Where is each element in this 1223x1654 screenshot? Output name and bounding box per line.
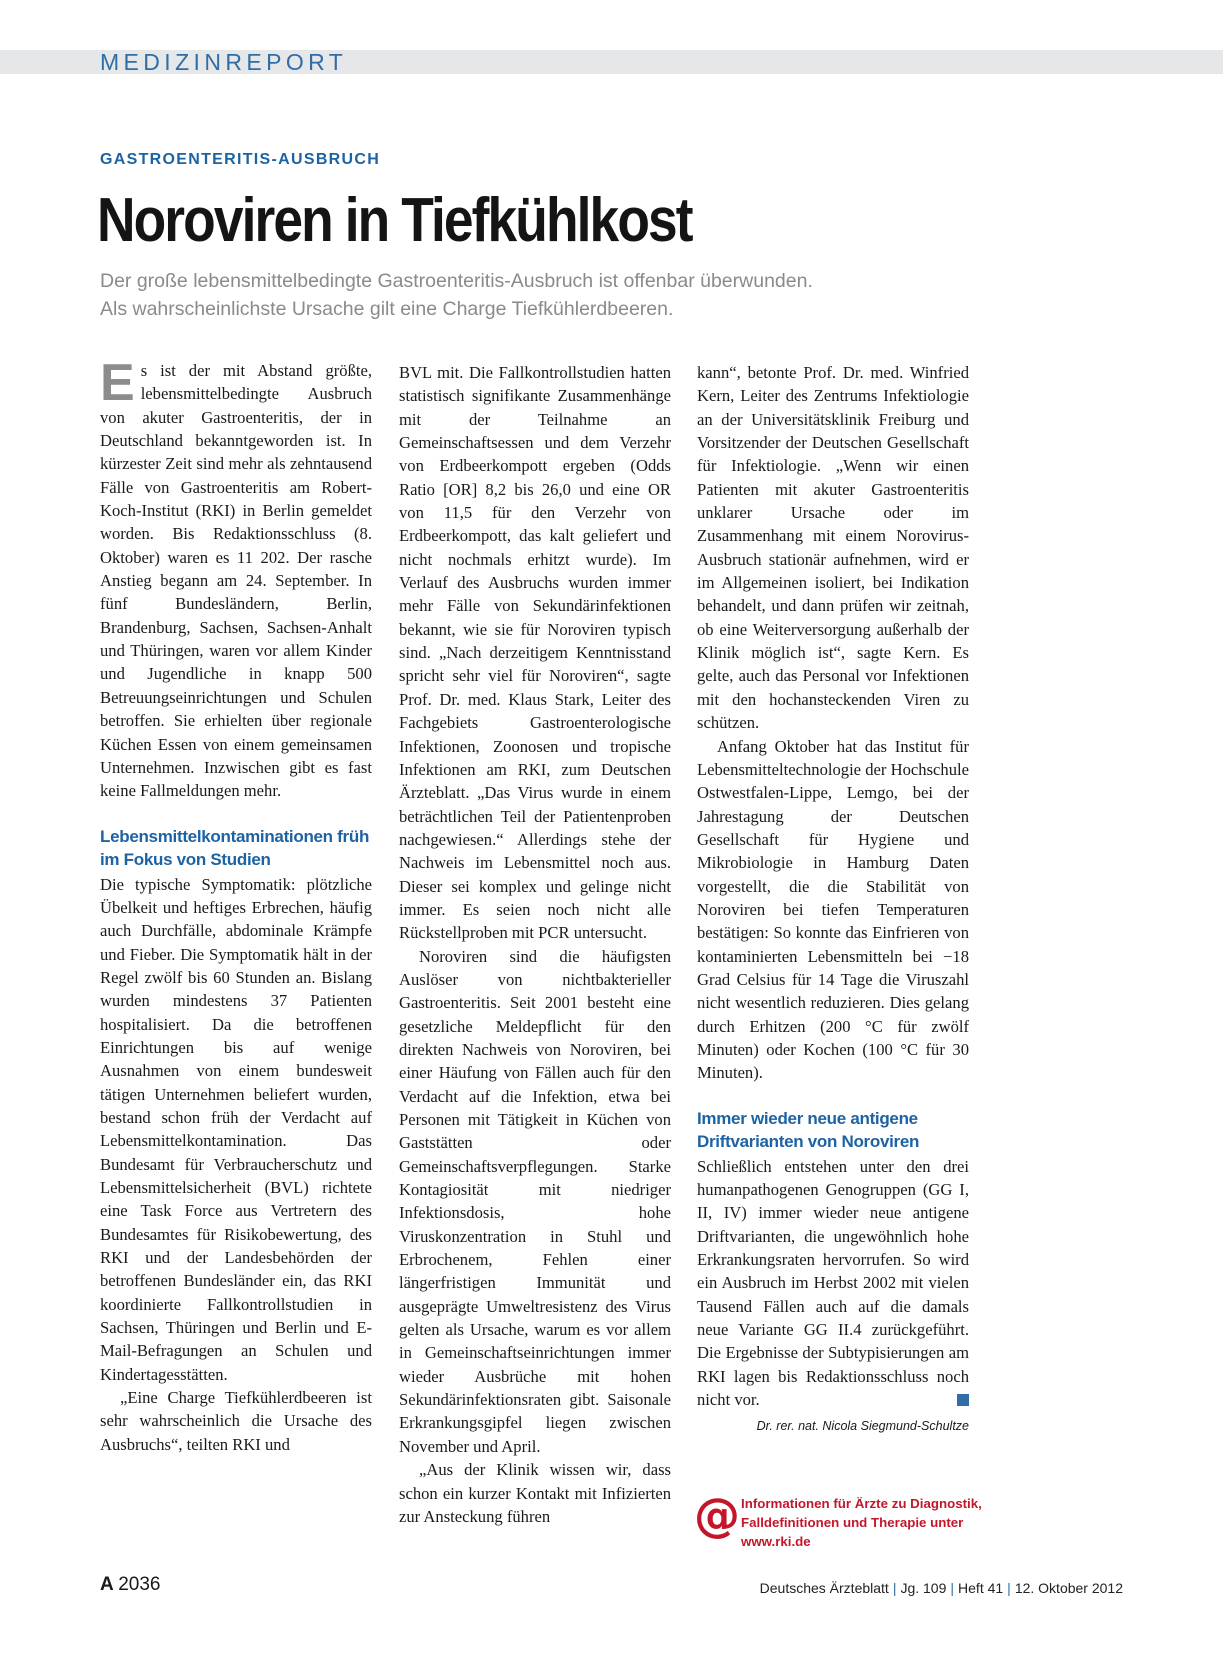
separator: | xyxy=(1007,1580,1011,1596)
separator: | xyxy=(892,1580,897,1596)
headline: Noroviren in Tiefkühlkost xyxy=(97,186,692,255)
subheading: Lebensmittelkontaminationen früh im Fokus von Studien xyxy=(100,826,370,869)
article-column-2 xyxy=(399,361,671,1528)
info-text xyxy=(741,1494,982,1551)
journal-issue: Heft 41 xyxy=(958,1580,1004,1596)
author-byline: Dr. rer. nat. Nicola Siegmund-Schultze xyxy=(756,1419,969,1434)
info-line: Informationen für Ärzte zu Diagnostik, xyxy=(741,1496,982,1511)
paragraph: Anfang Oktober hat das Institut für Lebensmitteltechnologie der Hochschule Ostwestfalen-Lippe, Lemgo, bei der Jahrestagung der Deutschen Gesellschaft für Hygiene und Mikrobiologie in Hamburg Daten vorgestellt, die die Stabilität von Noroviren bei tiefen Temperaturen bestätigen: So konnte das Einfrieren von kontaminierten Lebensmitteln bei −18 Grad Celsius für 14 Tage die Viruszahl nicht wesentlich reduzieren. Dies gelang durch Erhitzen (200 °C für zwölf Minuten) oder Kochen (100 °C für 30 Minuten). xyxy=(697,736,969,1083)
article-column-3 xyxy=(697,361,969,1439)
paragraph: Noroviren sind die häufigsten Auslöser von nichtbakterieller Gastroenteritis. Seit 2001 besteht eine gesetzliche Meldepflicht für den direkten Nachweis von Noroviren, bei einer Häufung von Fällen auch für den Verdacht auf die Infektion, etwa bei Personen mit Tätigkeit in Küchen von Gaststätten oder Gemeinschaftsverpflegungen. Starke Kontagiosität mit niedriger Infektionsdosis, hohe Viruskonzentration in Stuhl und Erbrochenem, Fehlen einer längerfristigen Immunität und ausgeprägte Umweltresistenz des Virus gelten als Ursache, warum es vor allem in Gemeinschaftseinrichtungen immer wieder Ausbrüche mit hohen Sekundärinfektionsraten gibt. Saisonale Erkrankungsgipfel liegen zwischen November und April. xyxy=(399,946,671,1456)
subtitle-line: Der große lebensmittelbedingte Gastroenteritis-Ausbruch ist offenbar überwunden. xyxy=(100,270,813,292)
paragraph: kann“, betonte Prof. Dr. med. Winfried Kern, Leiter des Zentrums Infektiologie an der Universitätsklinik Freiburg und Vorsitzender der Deutschen Gesellschaft für Infektiologie. „Wenn wir einen Patienten mit akuter Gastroenteritis unklarer Ursache oder im Zusammenhang mit einem Norovirus-Ausbruch stationär aufnehmen, wird er im Allgemeinen isoliert, bei Indikation behandelt, und dann prüfen wir zeitnah, ob eine Weiterversorgung außerhalb der Klinik möglich ist“, sagte Kern. Es gelte, auch das Personal vor Infektionen mit den hochansteckenden Viren zu schützen. xyxy=(697,363,969,733)
paragraph xyxy=(100,354,372,803)
page-footer xyxy=(100,1574,1123,1604)
paragraph-text: s ist der mit Abstand größte, lebensmittelbedingte Ausbruch von akuter Gastroenteritis, der in Deutschland bekanntgeworden ist. In kürzester Zeit sind mehr als zehntausend Fälle von Gastroenteritis am Robert-Koch-Institut (RKI) in Berlin gemeldet worden. Bis Redaktionsschluss (8. Oktober) waren es 11 202. Der rasche Anstieg begann am 24. September. In fünf Bundesländern, Berlin, Brandenburg, Sachsen, Sachsen-Anhalt und Thüringen, waren vor allem Kinder und Jugendliche in knapp 500 Betreuungseinrichtungen und Schulen betroffen. Sie erhielten über regionale Küchen Essen von einem gemeinsamen Unternehmen. Inzwischen gibt es fast keine Fallmeldungen mehr. xyxy=(100,361,372,801)
paragraph-text: Schließlich entstehen unter den drei humanpathogenen Genogruppen (GG I, II, IV) immer wieder neue antigene Driftvarianten, die ungewöhnlich hohe Erkrankungsraten hervorrufen. So wird ein Ausbruch im Herbst 2002 mit vielen Tausend Fällen auch auf die damals neue Variante GG II.4 zurückgeführt. Die Ergebnisse der Subtypisierungen am RKI lagen bis Redaktionsschluss noch nicht vor. xyxy=(697,1156,969,1410)
at-sign-icon: @ xyxy=(694,1488,740,1542)
journal-volume: Jg. 109 xyxy=(900,1580,947,1596)
paragraph xyxy=(697,1155,969,1412)
page-num: 2036 xyxy=(118,1574,161,1595)
paragraph: BVL mit. Die Fallkontrollstudien hatten statistisch signifikante Zusammenhänge mit der Teilnahme an Gemeinschaftsessen und dem Verzehr von Erdbeerkompott ergeben (Odds Ratio [OR] 8,2 bis 26,0 und eine OR von 11,5 für den Verzehr von Erdbeerkompott, das kalt geliefert und nicht nochmals erhitzt wurde). Im Verlauf des Ausbruchs wurden immer mehr Fälle von Sekundärinfektionen bekannt, wie sie für Noroviren typisch sind. „Nach derzeitigem Kenntnisstand spricht sehr viel für Noroviren“, sagte Prof. Dr. med. Klaus Stark, Leiter des Fachgebiets Gastroenterologische Infektionen, Zoonosen und tropische Infektionen am RKI, zum Deutschen Ärzteblatt. „Das Virus wurde in einem beträchtlichen Teil der Patientenproben nachgewiesen.“ Allerdings stehe der Nachweis im Lebensmittel noch aus. Dieser sei komplex und gelinge nicht immer. Es seien noch nicht alle Rückstellproben mit PCR untersucht. xyxy=(399,363,671,943)
article-column-1 xyxy=(100,354,372,1456)
page-prefix: A xyxy=(100,1574,114,1595)
paragraph: „Eine Charge Tiefkühlerdbeeren ist sehr wahrscheinlich die Ursache des Ausbruchs“, teilten RKI und xyxy=(100,1388,372,1454)
info-box xyxy=(694,1488,994,1556)
subtitle-line: Als wahrscheinlichste Ursache gilt eine Charge Tiefkühlerdbeeren. xyxy=(100,298,674,320)
paragraph: „Aus der Klinik wissen wir, dass schon ein kurzer Kontakt mit Infizierten zur Ansteckung führen xyxy=(399,1460,671,1526)
subheading: Immer wieder neue antigene Driftvarianten von Noroviren xyxy=(697,1108,920,1151)
end-mark-icon xyxy=(957,1394,969,1406)
dropcap: E xyxy=(100,354,135,412)
journal-info xyxy=(760,1580,1123,1596)
subtitle xyxy=(100,267,813,323)
journal-date: 12. Oktober 2012 xyxy=(1014,1580,1123,1596)
separator: | xyxy=(950,1580,955,1596)
info-line: Falldefinitionen und Therapie unter xyxy=(741,1515,964,1530)
section-label: MEDIZINREPORT xyxy=(100,49,348,75)
info-link[interactable]: www.rki.de xyxy=(741,1534,811,1549)
kicker: GASTROENTERITIS-AUSBRUCH xyxy=(100,151,381,168)
journal-name: Deutsches Ärzteblatt xyxy=(759,1580,889,1596)
paragraph: Die typische Symptomatik: plötzliche Übelkeit und heftiges Erbrechen, häufig auch Durchfälle, abdominale Krämpfe und Fieber. Die Symptomatik hält in der Regel zwölf bis 60 Stunden an. Bislang wurden mindestens 37 Patienten hospitalisiert. Da die betroffenen Einrichtungen bis auf wenige Ausnahmen von einem bundesweit tätigen Unternehmen beliefert wurden, bestand schon früh der Verdacht auf Lebensmittelkontamination. Das Bundesamt für Verbraucherschutz und Lebensmittelsicherheit (BVL) richtete eine Task Force aus Vertretern des Bundesamtes für Risikobewertung, des RKI und der Landesbehörden der betroffenen Bundesländer ein, das RKI koordinierte Fallkontrollstudien in Sachsen, Thüringen und Berlin und E-Mail-Befragungen an Schulen und Kindertagesstätten. xyxy=(100,874,372,1384)
page-number xyxy=(100,1574,160,1596)
